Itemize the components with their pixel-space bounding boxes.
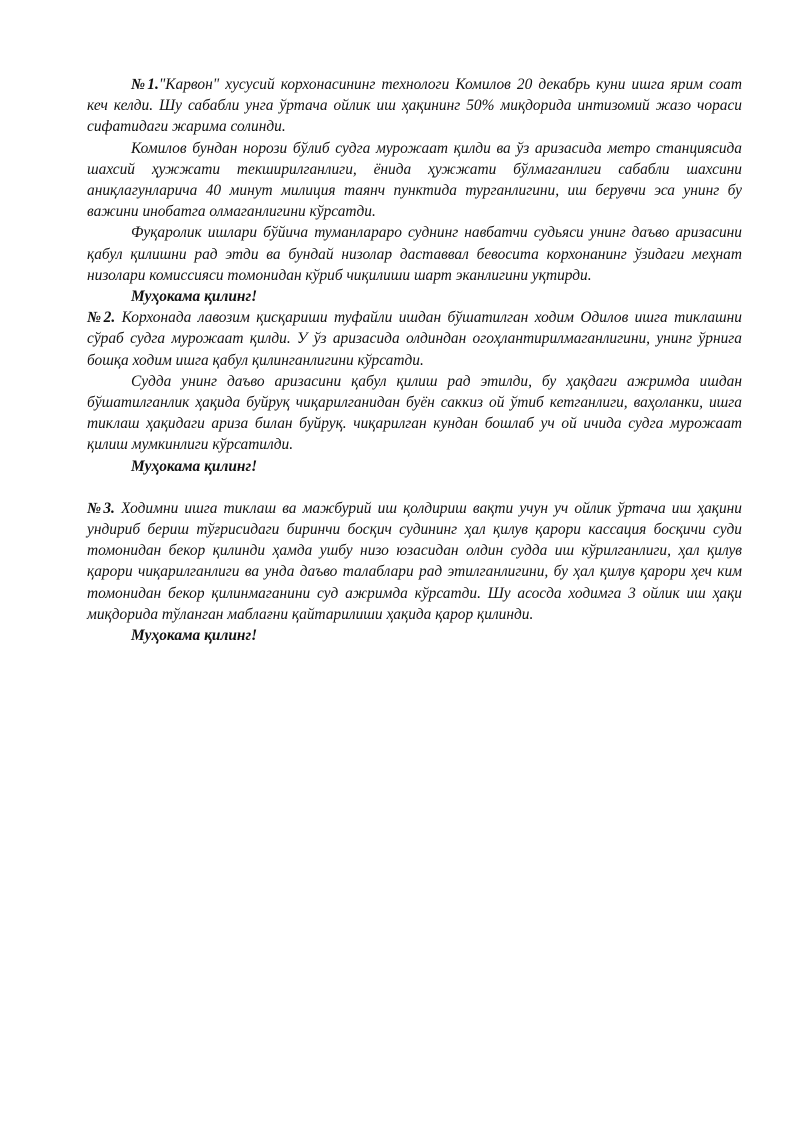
case-1-paragraph-1 — [87, 74, 742, 138]
case-number: №1. — [131, 76, 159, 93]
discuss-prompt: Муҳокама қилинг! — [131, 288, 258, 306]
paragraph-text: "Карвон" хусусий корхонасининг технологи Комилов 20 декабрь куни ишга ярим соат кеч келди. Шу сабабли унга ўртача ойлик иш ҳақининг 50% миқдорида интизомий жазо чораси сифатидаги жарима солинди. — [87, 76, 742, 136]
case-2-paragraph-1 — [87, 307, 742, 371]
case-1 — [87, 74, 742, 307]
paragraph-text: Корхонада лавозим қисқариши туфайли ишдан бўшатилган ходим Одилов ишга тиклашни сўраб судга мурожаат қилди. У ўз аризасида олдиндан огоҳлантирилмаганлигини, унинг ўрнига бошқа ходим ишга қабул қилинганлигини кўрсатди. — [87, 309, 742, 369]
spacer — [87, 477, 742, 498]
case-2 — [87, 307, 742, 477]
case-1-paragraph-3: Фуқаролик ишлари бўйича туманлараро суднинг навбатчи судьяси унинг даъво аризасини қабул қилишни рад этди ва бундай низолар даставвал бевосита корхонанинг ўзидаги меҳнат низолари комиссияси томонидан кўриб чиқилиши шарт эканлигини уқтирди. — [87, 224, 742, 284]
case-2-paragraph-2: Судда унинг даъво аризасини қабул қилиш рад этилди, бу ҳақдаги ажримда ишдан бўшатилганлик ҳақида буйруқ чиқарилганидан буён саккиз ой ўтиб кетганлиги, ваҳоланки, ишга тиклаш ҳақидаги ариза билан буйруқ. чиқарилган кундан бошлаб уч ой ичида судга мурожаат қилиш мумкинлиги кўрсатилди. — [87, 372, 742, 454]
discuss-prompt: Муҳокама қилинг! — [131, 627, 258, 645]
document-page — [87, 74, 742, 646]
case-number: №3. — [87, 499, 115, 517]
case-1-paragraph-2: Комилов бундан норози бўлиб судга мурожаат қилди ва ўз аризасида метро станциясида шахсий ҳужжати текширилганлиги, ёнида ҳужжати бўлмаганлиги сабабли шахсини аниқлагунларича 40 минут милиция таянч пунктида турганлигини, иш берувчи эса унинг бу важини инобатга олмаганлигини кўрсатди. — [87, 139, 742, 221]
discuss-prompt: Муҳокама қилинг! — [131, 457, 258, 475]
paragraph-text: Ходимни ишга тиклаш ва мажбурий иш қолдириш вақти учун уч ойлик ўртача иш ҳақини ундириб бериш тўғрисидаги биринчи босқич судининг ҳал қилув қарори кассация босқичи суди томонидан бекор қилинди ҳамда ушбу низо юзасидан олдин судда иш кўрилганлиги, ҳал қилув қарори чиқарилганлиги ва унда даъво талаблари рад этилганлигини, бу ҳал қилув қарори ҳеч ким томонидан бекор қилинмаганини суд ажримда кўрсатди. Шу асосда ходимга 3 ойлик иш ҳақи миқдорида тўланган маблағни қайтарилиши ҳақида қарор қилинди. — [87, 499, 742, 623]
case-3 — [87, 498, 742, 646]
case-3-paragraph-1 — [87, 498, 742, 625]
case-number: №2. — [87, 309, 116, 327]
